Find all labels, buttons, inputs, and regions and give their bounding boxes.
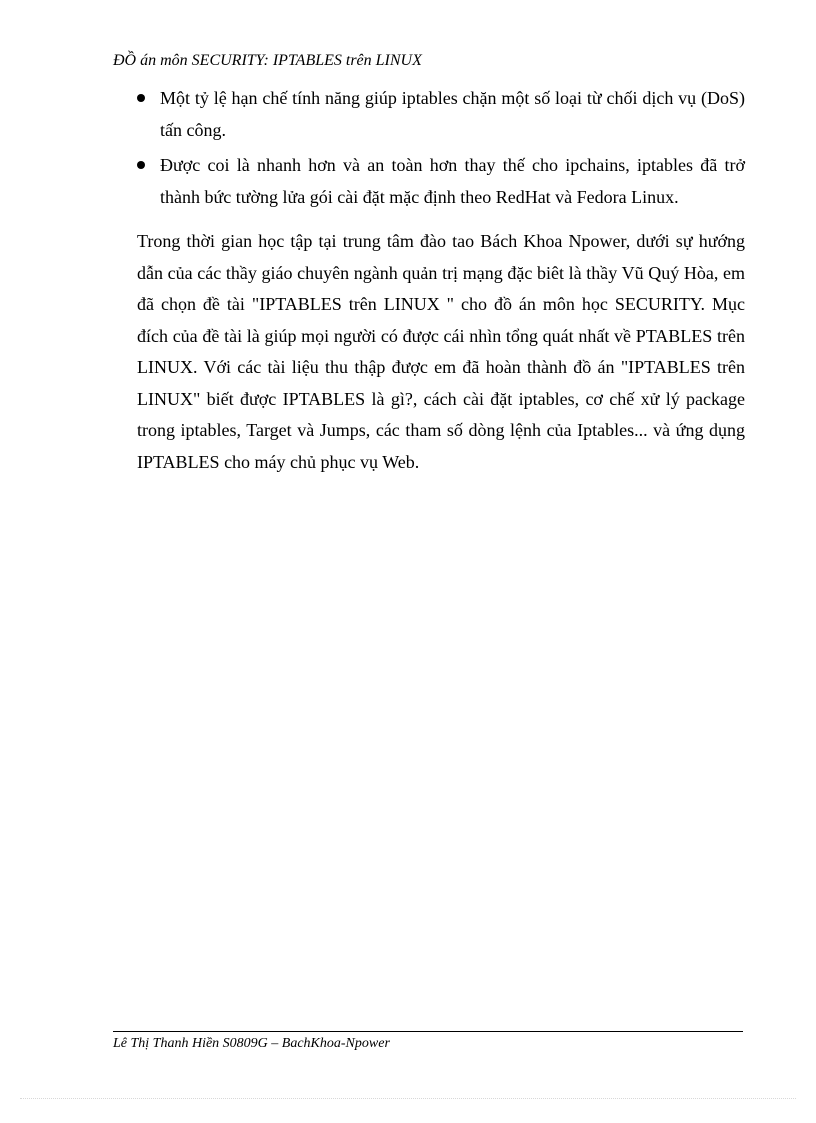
bullet-item <box>113 149 745 213</box>
page-footer-text: Lê Thị Thanh Hiền S0809G – BachKhoa-Npower <box>113 1036 390 1051</box>
bullet-text: Được coi là nhanh hơn và an toàn hơn thay thế cho ipchains, iptables đã trở thành bức tường lửa gói cài đặt mặc định theo RedHat và Fedora Linux. <box>160 155 745 207</box>
bullet-text: Một tỷ lệ hạn chế tính năng giúp iptables chặn một số loại từ chối dịch vụ (DoS) tấn công. <box>160 88 745 140</box>
footer-divider <box>113 1031 743 1032</box>
bullet-icon <box>137 161 145 169</box>
page-edge-marker <box>20 1098 796 1099</box>
bullet-list <box>113 82 745 216</box>
bullet-item <box>113 82 745 146</box>
page-header-title: ĐỒ án môn SECURITY: IPTABLES trên LINUX <box>113 52 422 69</box>
bullet-icon <box>137 94 145 102</box>
body-paragraph: Trong thời gian học tập tại trung tâm đào tao Bách Khoa Npower, dưới sự hướng dẫn của các thầy giáo chuyên ngành quản trị mạng đặc biêt là thầy Vũ Quý Hòa, em đã chọn đề tài "IPTABLES trên LINUX " cho đồ án môn học SECURITY. Mục đích của đề tài là giúp mọi người có được cái nhìn tổng quát nhất về PTABLES trên LINUX. Với các tài liệu thu thập được em đã hoàn thành đồ án "IPTABLES trên LINUX" biết được IPTABLES là gì?, cách cài đặt iptables, cơ chế xử lý package trong iptables, Target và Jumps, các tham số dòng lệnh của Iptables... và ứng dụng IPTABLES cho máy chủ phục vụ Web. <box>137 231 745 472</box>
